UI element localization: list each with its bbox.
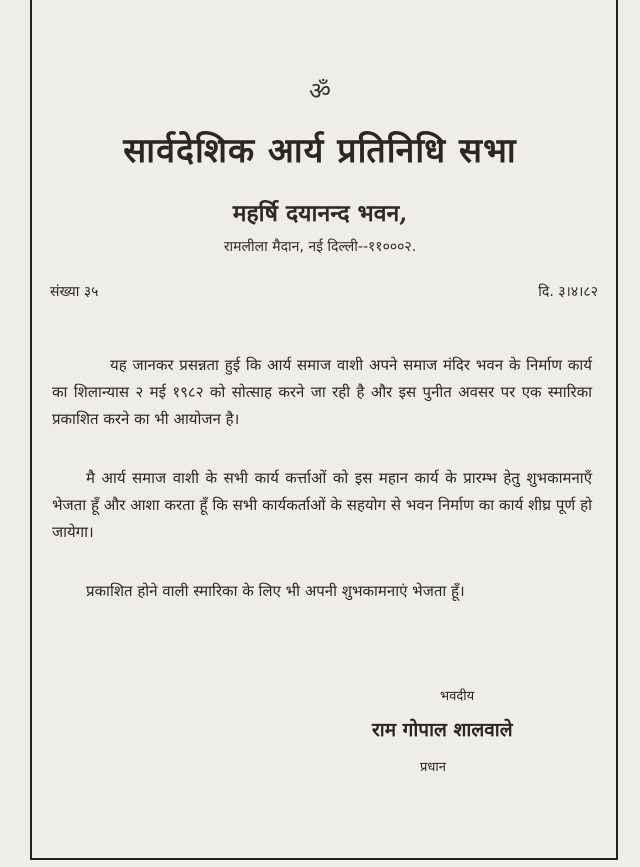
body-paragraph-1: यह जानकर प्रसन्नता हुई कि आर्य समाज वाशी अपने समाज मंदिर भवन के निर्माण कार्य का शिलान्यास २ मई १९८२ को सोत्साह करने जा रही है और इस पुनीत अवसर पर एक स्मारिका प्रकाशित करने का भी आयोजन है। — [52, 356, 592, 428]
closing-salutation: भवदीय — [440, 689, 475, 704]
signatory-designation: प्रधान — [420, 760, 446, 775]
building-name: महर्षि दयानन्द भवन, — [232, 200, 408, 227]
body-paragraph-3: प्रकाशित होने वाली स्मारिका के लिए भी अपनी शुभकामनाएं भेजता हूँ। — [86, 582, 465, 600]
reference-number: संख्या ३५ — [50, 284, 99, 300]
organization-title: सार्वदेशिक आर्य प्रतिनिधि सभा — [123, 131, 517, 171]
letter-date: दि. ३।४।८२ — [538, 284, 598, 300]
om-symbol: ॐ — [309, 77, 331, 105]
address-line: रामलीला मैदान, नई दिल्ली--११०००२. — [223, 239, 417, 255]
signatory-name: राम गोपाल शालवाले — [372, 719, 513, 741]
body-paragraph-2: मै आर्य समाज वाशी के सभी कार्य कर्त्ताओं को इस महान कार्य के प्रारम्भ हेतु शुभकामनाएँ भेजता हूँ और आशा करता हूँ कि सभी कार्यकर्ताओं के सहयोग से भवन निर्माण का कार्य शीघ्र पूर्ण हो जायेगा। — [52, 469, 592, 541]
